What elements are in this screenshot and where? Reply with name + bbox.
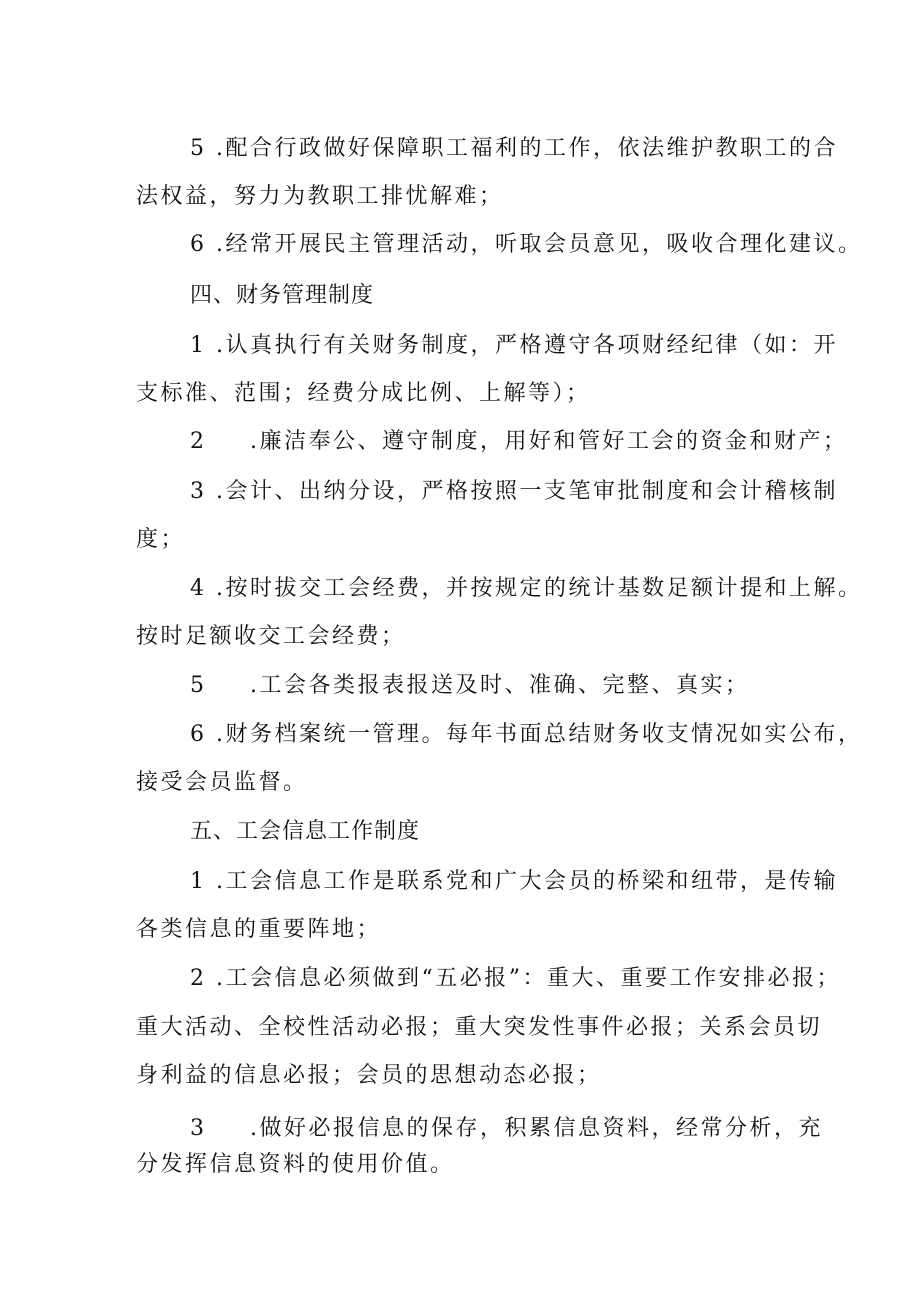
paragraph-line: 支标准、范围；经费分成比例、上解等）； (136, 381, 591, 406)
paragraph-line: 6 .财务档案统一管理。每年书面总结财务收支情况如实公布， (190, 722, 863, 747)
paragraph-line: 度； (136, 527, 186, 552)
paragraph-line: 分发挥信息资料的使用价值。 (136, 1152, 455, 1177)
paragraph-line: 按时足额收交工会经费； (136, 624, 406, 649)
paragraph-line: 重大活动、全校性活动必报；重大突发性事件必报；关系会员切 (136, 1015, 823, 1040)
paragraph-line: 6 .经常开展民主管理活动，听取会员意见，吸收合理化建议。 (190, 232, 863, 257)
paragraph-line: 5 .工会各类报表报送及时、准确、完整、真实； (190, 673, 750, 698)
paragraph-line: 各类信息的重要阵地； (136, 917, 382, 942)
paragraph-line: 1 .工会信息工作是联系党和广大会员的桥梁和纽带，是传输 (190, 869, 838, 894)
paragraph-line: 3 .做好必报信息的保存，积累信息资料，经常分析，充 (190, 1116, 823, 1141)
paragraph-line: 身利益的信息必报；会员的思想动态必报； (136, 1063, 602, 1088)
paragraph-line: 4 .按时拔交工会经费，并按规定的统计基数足额计提和上解。 (190, 576, 863, 601)
paragraph-line: 1 .认真执行有关财务制度，严格遵守各项财经纪律（如：开 (190, 333, 838, 358)
paragraph-line: 3 .会计、出纳分设，严格按照一支笔审批制度和会计稽核制 (190, 479, 838, 504)
paragraph-line: 5 .配合行政做好保障职工福利的工作，依法维护教职工的合 (190, 136, 838, 161)
section-heading-finance: 四、财务管理制度 (190, 283, 375, 308)
paragraph-line: 2 .工会信息必须做到“五必报”：重大、重要工作安排必报； (190, 966, 841, 991)
section-heading-info: 五、工会信息工作制度 (190, 819, 421, 844)
paragraph-line: 2 .廉洁奉公、遵守制度，用好和管好工会的资金和财产； (190, 429, 848, 454)
paragraph-line: 法权益，努力为教职工排忧解难； (136, 184, 504, 209)
paragraph-line: 接受会员监督。 (136, 770, 308, 795)
